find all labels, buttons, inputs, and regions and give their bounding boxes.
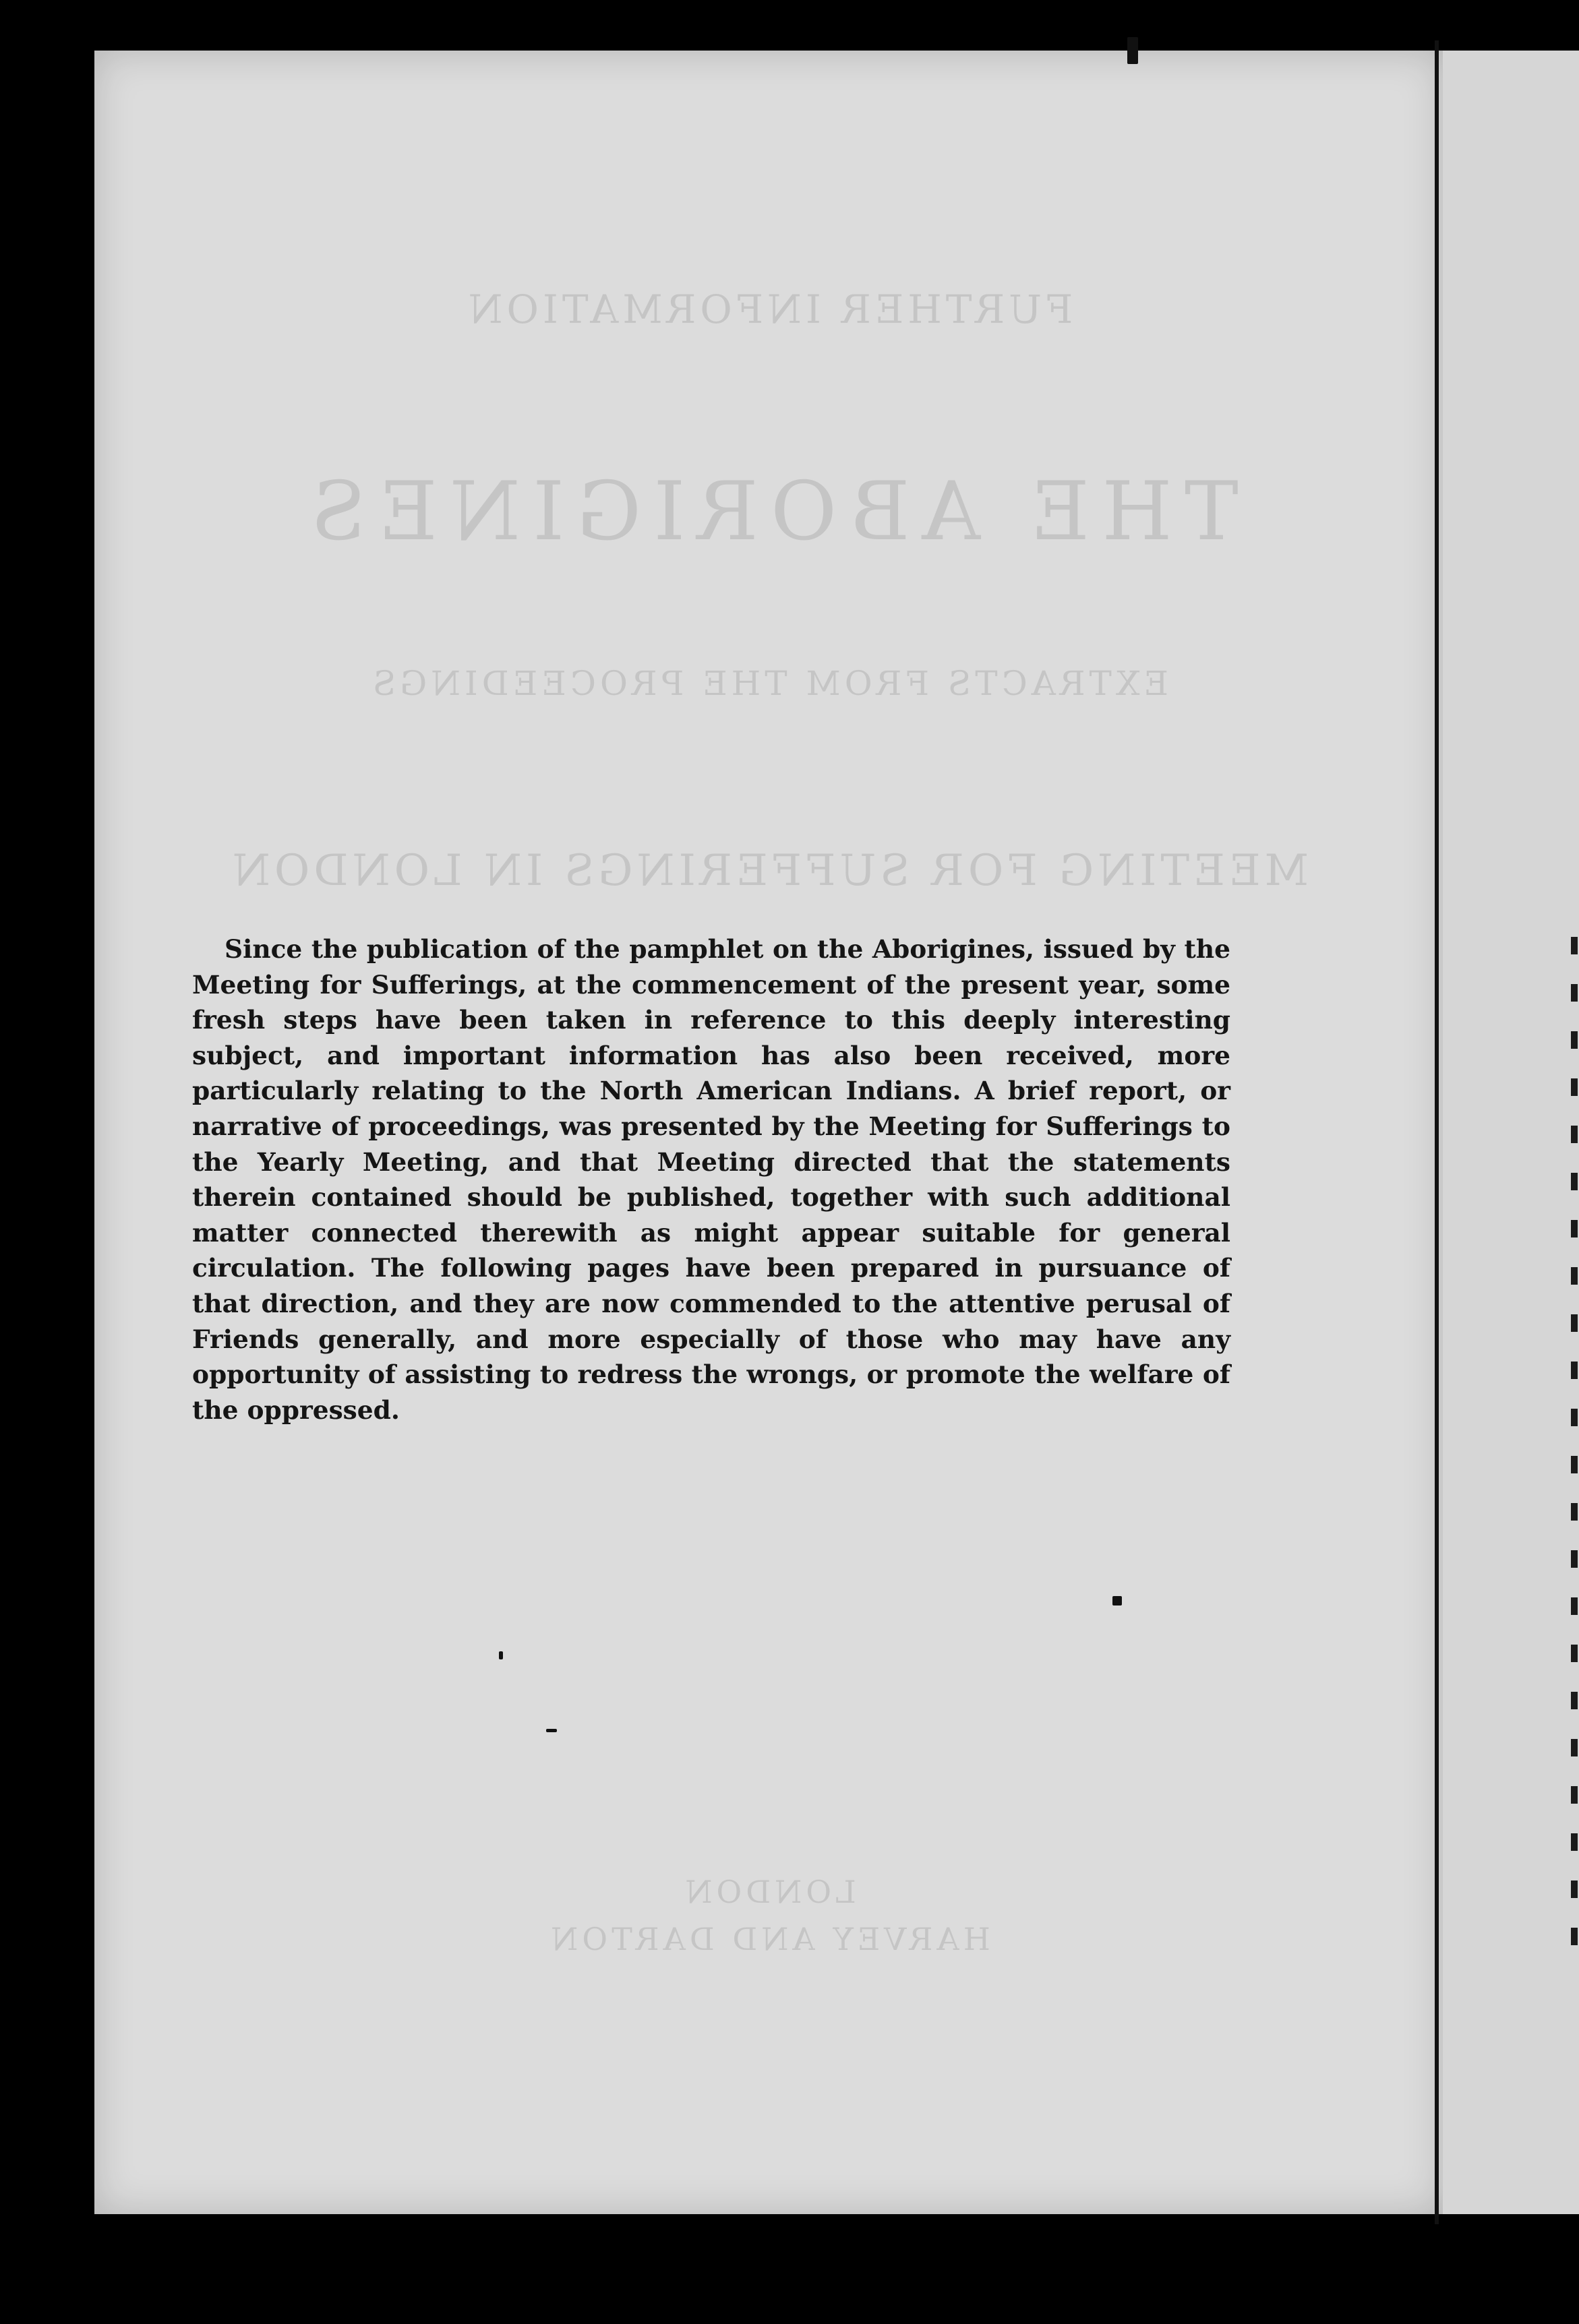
body-paragraph: Since the publication of the pamphlet on the Aborigines, issued by the Meeting for Sufferings, at the commencement of the present year, some fresh steps have been taken in reference to this deeply interesting subject, and important information has also been received, more particularly relating to the North American Indians. A brief report, or narrative of proceedings, was presented by the Meeting for Sufferings to the Yearly Meeting, and that Meeting directed that the statements therein contained should be published, together with such additional matter connected therewith as might appear suitable for general circulation. The following pages have been prepared in pursuance of that direction, and they are now commended to the attentive perusal of Friends generally, and more especially of those who may have any opportunity of assisting to redress the wrongs, or promote the welfare of the oppressed.	[192, 934, 1230, 1425]
show-through-line-4: MEETING FOR SUFFERINGS IN LONDON	[228, 846, 1309, 896]
adjacent-page-cut-text	[1571, 937, 1579, 2022]
show-through-line-2: THE ABORIGINES	[299, 465, 1239, 559]
ink-speck	[1112, 1596, 1122, 1606]
show-through-line-5: LONDON	[681, 1874, 856, 1910]
adjacent-page	[1439, 51, 1579, 2214]
ink-speck	[499, 1651, 503, 1659]
ink-speck	[1127, 37, 1138, 64]
ink-speck	[546, 1729, 557, 1732]
show-through-line-6: HARVEY AND DARTON	[547, 1921, 990, 1957]
show-through-line-3: EXTRACTS FROM THE PROCEEDINGS	[368, 664, 1169, 703]
page-fold-line	[1435, 40, 1439, 2224]
show-through-line-1: FURTHER INFORMATION	[464, 286, 1073, 332]
